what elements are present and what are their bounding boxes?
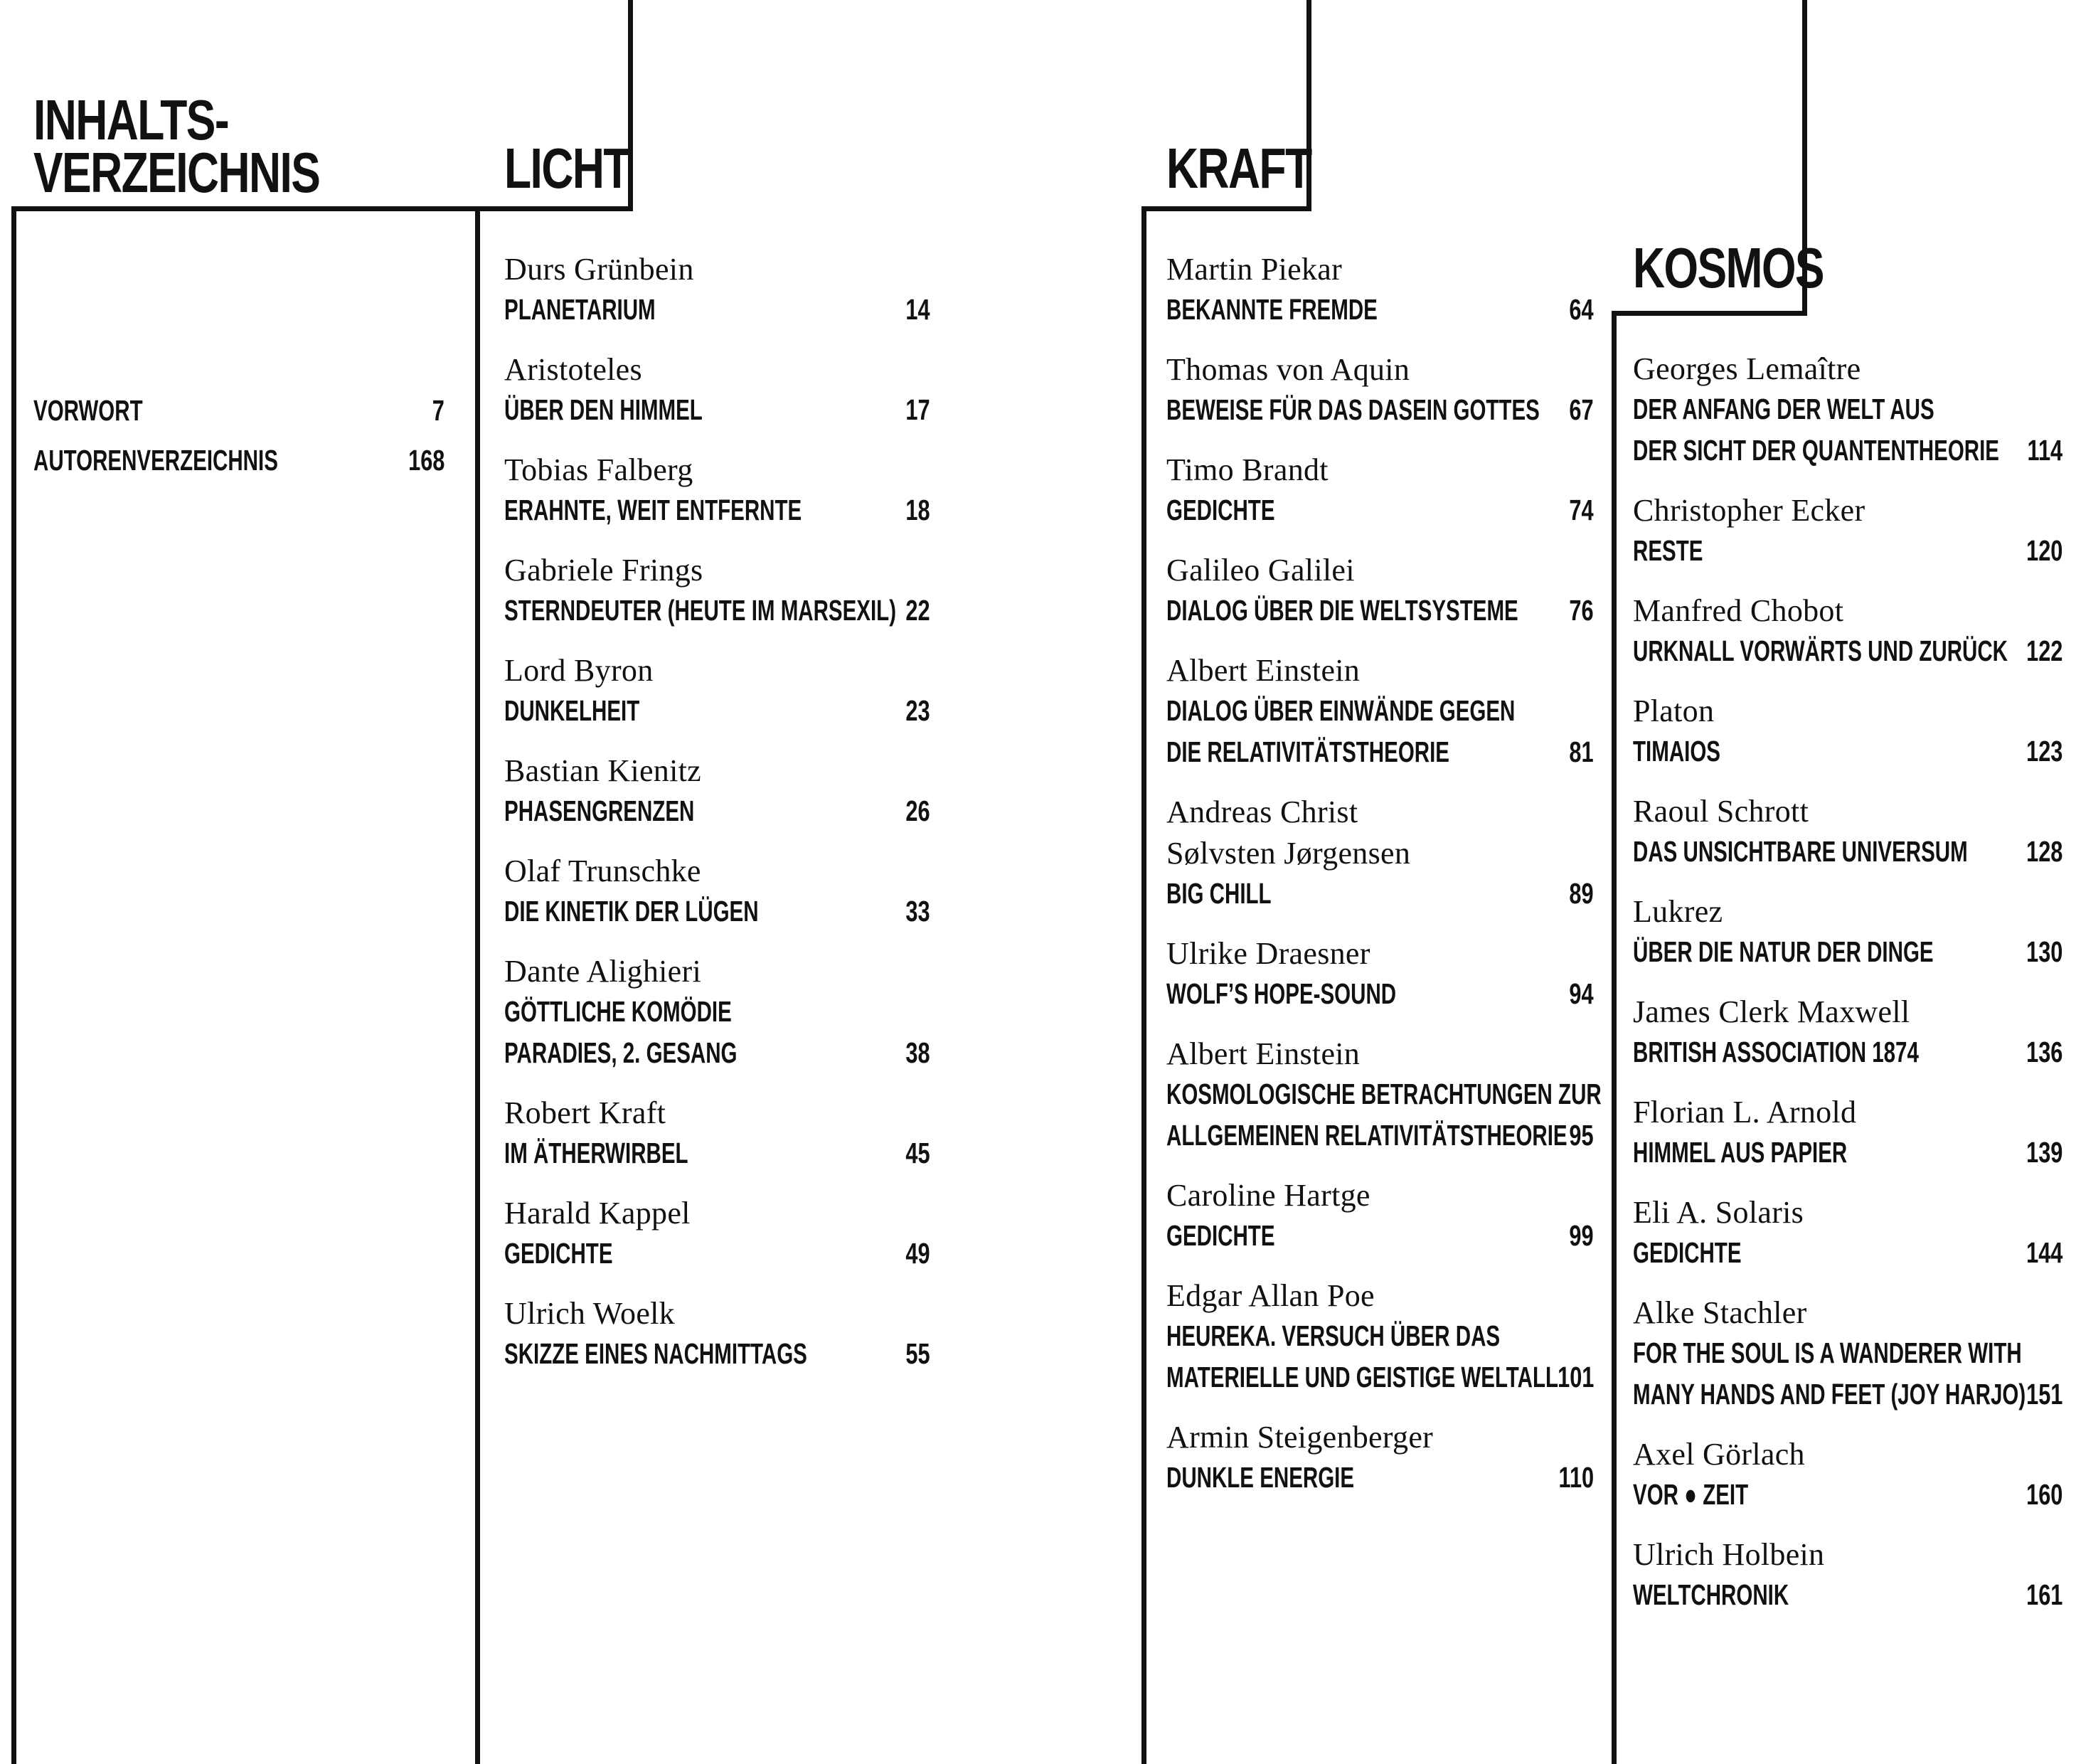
entry-page-number: 161 bbox=[2026, 1578, 2062, 1611]
entry-author: Harald Kappel bbox=[504, 1196, 691, 1231]
entry-page-number: 99 bbox=[1569, 1219, 1594, 1252]
entry-author: Gabriele Frings bbox=[504, 553, 703, 588]
page-title bbox=[33, 88, 320, 204]
entry-title: DIALOG ÜBER EINWÄNDE GEGEN bbox=[1166, 694, 1516, 727]
entry-author: Florian L. Arnold bbox=[1633, 1095, 1857, 1130]
entry-title: DER ANFANG DER WELT AUS bbox=[1633, 393, 1934, 425]
entry-title-line bbox=[1166, 1457, 1594, 1498]
entry-title: BEKANNTE FREMDE bbox=[1166, 293, 1378, 326]
entry-page-number: 151 bbox=[2026, 1378, 2062, 1410]
frame-line-kraft-left bbox=[1141, 206, 1146, 1764]
page-title-line2: VERZEICHNIS bbox=[33, 141, 320, 204]
toc-entry[interactable] bbox=[504, 752, 930, 852]
section-title-kraft: KRAFT bbox=[1166, 137, 1311, 200]
entry-author: Lukrez bbox=[1633, 894, 1723, 929]
entry-author: Christopher Ecker bbox=[1633, 493, 1865, 528]
entry-title-line bbox=[1166, 289, 1594, 330]
entry-title-line bbox=[504, 1233, 930, 1274]
entry-author: Sølvsten Jørgensen bbox=[1166, 836, 1411, 871]
entry-title-line bbox=[1633, 730, 2062, 772]
entry-title: WELTCHRONIK bbox=[1633, 1578, 1789, 1611]
entry-title: URKNALL VORWÄRTS UND ZURÜCK bbox=[1633, 634, 2008, 667]
toc-entry[interactable] bbox=[1166, 1277, 1594, 1418]
toc-entry[interactable] bbox=[1166, 652, 1594, 793]
entry-page-number: 17 bbox=[905, 393, 930, 426]
entry-page-number: 130 bbox=[2026, 935, 2062, 968]
entry-title: DIE RELATIVITÄTSTHEORIE bbox=[1166, 735, 1449, 768]
entry-page-number: 120 bbox=[2026, 534, 2062, 567]
entry-page-number: 64 bbox=[1569, 293, 1594, 326]
entry-page-number: 110 bbox=[1558, 1461, 1594, 1494]
entry-author: Raoul Schrott bbox=[1633, 794, 1809, 829]
entry-title: SKIZZE EINES NACHMITTAGS bbox=[504, 1337, 807, 1370]
entry-title: PHASENGRENZEN bbox=[504, 795, 695, 827]
toc-entry[interactable] bbox=[1166, 250, 1594, 351]
entry-author: Timo Brandt bbox=[1166, 452, 1329, 487]
entry-page-number: 14 bbox=[905, 293, 930, 326]
entry-page-number: 123 bbox=[2026, 735, 2062, 767]
section-title-licht: LICHT bbox=[504, 137, 629, 200]
entry-author: Albert Einstein bbox=[1166, 1036, 1361, 1071]
toc-entry[interactable] bbox=[1633, 1093, 2062, 1194]
toc-entry[interactable] bbox=[504, 451, 930, 551]
toc-entry[interactable] bbox=[1633, 1435, 2062, 1536]
entry-title-line bbox=[1166, 690, 1594, 731]
entry-title: BRITISH ASSOCIATION 1874 bbox=[1633, 1036, 1919, 1068]
entry-author: Andreas Christ bbox=[1166, 795, 1358, 829]
entry-title-line bbox=[1166, 1073, 1602, 1115]
entry-title: PLANETARIUM bbox=[504, 293, 656, 326]
entry-title-line bbox=[1166, 590, 1594, 631]
entry-title-line bbox=[1166, 389, 1594, 430]
entry-title: DUNKLE ENERGIE bbox=[1166, 1461, 1355, 1494]
entry-title: DUNKELHEIT bbox=[504, 694, 640, 727]
entry-title-line bbox=[504, 1132, 930, 1174]
entry-page-number: 144 bbox=[2026, 1236, 2062, 1269]
entry-page-number: 81 bbox=[1569, 735, 1594, 768]
entry-page-number: 55 bbox=[905, 1337, 930, 1370]
entry-title-line bbox=[504, 289, 930, 330]
entry-title-line bbox=[504, 991, 930, 1032]
entry-page-number: 23 bbox=[905, 694, 930, 727]
toc-entry[interactable] bbox=[1633, 692, 2062, 792]
entry-page-number: 139 bbox=[2026, 1136, 2062, 1169]
entry-author: Durs Grünbein bbox=[504, 252, 694, 287]
entry-page-number: 26 bbox=[905, 795, 930, 827]
entry-page-number: 89 bbox=[1569, 877, 1594, 910]
entry-title: RESTE bbox=[1633, 534, 1703, 567]
entry-title-line bbox=[1166, 873, 1594, 914]
entry-title-line bbox=[504, 690, 930, 731]
toc-entry[interactable] bbox=[1166, 793, 1594, 935]
entry-title: FOR THE SOUL IS A WANDERER WITH bbox=[1633, 1337, 2022, 1369]
toc-entry[interactable] bbox=[504, 652, 930, 752]
entry-title-line bbox=[504, 389, 930, 430]
entry-page-number: 76 bbox=[1569, 594, 1594, 627]
entry-title: GEDICHTE bbox=[1633, 1236, 1742, 1269]
entry-page-number: 33 bbox=[905, 895, 930, 928]
entry-title-line bbox=[504, 891, 930, 932]
entry-page-number: 122 bbox=[2026, 634, 2062, 667]
entry-author: Tobias Falberg bbox=[504, 452, 693, 487]
toc-entry[interactable] bbox=[504, 952, 930, 1094]
toc-entry[interactable] bbox=[1166, 1176, 1594, 1277]
toc-item-autorenverzeichnis[interactable] bbox=[33, 440, 445, 489]
entry-title: HIMMEL AUS PAPIER bbox=[1633, 1136, 1848, 1169]
entry-author: Ulrich Holbein bbox=[1633, 1537, 1825, 1572]
entry-title-line bbox=[1633, 1031, 2062, 1073]
toc-entry[interactable] bbox=[504, 351, 930, 451]
toc-item-vorwort[interactable] bbox=[33, 390, 445, 440]
entry-page-number: 128 bbox=[2026, 835, 2062, 868]
toc-entry[interactable] bbox=[1633, 350, 2062, 492]
entry-title: MATERIELLE UND GEISTIGE WELTALL bbox=[1166, 1361, 1559, 1393]
entry-page-number: 74 bbox=[1569, 494, 1594, 526]
entry-title: BEWEISE FÜR DAS DASEIN GOTTES bbox=[1166, 393, 1540, 426]
toc-item-title: AUTORENVERZEICHNIS bbox=[33, 444, 278, 477]
entry-author: Alke Stachler bbox=[1633, 1295, 1807, 1330]
frame-line-kosmos-top bbox=[1612, 311, 1807, 316]
entry-title-line bbox=[504, 1333, 930, 1374]
entry-title-line bbox=[504, 590, 930, 631]
entry-title-line bbox=[1166, 731, 1594, 772]
entry-title: ÜBER DIE NATUR DER DINGE bbox=[1633, 935, 1934, 968]
entry-title: PARADIES, 2. GESANG bbox=[504, 1036, 738, 1069]
toc-entry[interactable] bbox=[504, 250, 930, 351]
entry-title-line bbox=[1633, 1232, 2062, 1273]
entry-title-line bbox=[1633, 530, 2062, 571]
entry-author: Manfred Chobot bbox=[1633, 593, 1844, 628]
toc-entry[interactable] bbox=[1166, 451, 1594, 551]
entry-title-line bbox=[1633, 1474, 2062, 1515]
toc-entry[interactable] bbox=[1166, 1035, 1602, 1176]
entry-title: VOR ● ZEIT bbox=[1633, 1478, 1749, 1511]
entry-title: IM ÄTHERWIRBEL bbox=[504, 1137, 688, 1169]
entry-title: ERAHNTE, WEIT ENTFERNTE bbox=[504, 494, 802, 526]
toc-entry[interactable] bbox=[504, 852, 930, 952]
entry-author: Ulrike Draesner bbox=[1166, 936, 1370, 971]
toc-entry[interactable] bbox=[1633, 1536, 2062, 1636]
entry-title: TIMAIOS bbox=[1633, 735, 1720, 767]
toc-entry[interactable] bbox=[1633, 592, 2062, 692]
entry-author: Robert Kraft bbox=[504, 1095, 666, 1130]
entry-author: Armin Steigenberger bbox=[1166, 1420, 1434, 1455]
entry-page-number: 114 bbox=[2027, 434, 2062, 467]
frame-line-toc-top bbox=[11, 206, 633, 211]
entry-page-number: 38 bbox=[905, 1036, 930, 1069]
entry-page-number: 136 bbox=[2026, 1036, 2062, 1068]
entry-title-line bbox=[1633, 1574, 2062, 1615]
entry-title-line bbox=[1633, 388, 2062, 430]
entry-author: Galileo Galilei bbox=[1166, 553, 1355, 588]
entry-title: ALLGEMEINEN RELATIVITÄTSTHEORIE bbox=[1166, 1119, 1567, 1152]
entry-author: Martin Piekar bbox=[1166, 252, 1343, 287]
toc-entry[interactable] bbox=[1166, 935, 1594, 1035]
entry-author: Dante Alighieri bbox=[504, 954, 701, 989]
entry-page-number: 101 bbox=[1557, 1361, 1594, 1393]
section-title-kosmos: KOSMOS bbox=[1633, 236, 1824, 299]
entry-page-number: 49 bbox=[905, 1237, 930, 1270]
frame-line-kraft-top bbox=[1141, 206, 1311, 211]
entry-title: ÜBER DEN HIMMEL bbox=[504, 393, 703, 426]
entry-author: Thomas von Aquin bbox=[1166, 352, 1410, 387]
entry-title: GÖTTLICHE KOMÖDIE bbox=[504, 995, 732, 1028]
toc-item-title: VORWORT bbox=[33, 394, 143, 427]
entry-title-line bbox=[1633, 630, 2062, 671]
entry-title: DIALOG ÜBER DIE WELTSYSTEME bbox=[1166, 594, 1518, 627]
toc-front-matter bbox=[33, 390, 445, 489]
toc-entry[interactable] bbox=[1166, 1418, 1594, 1519]
entry-author: Ulrich Woelk bbox=[504, 1296, 675, 1331]
toc-entry[interactable] bbox=[504, 1194, 930, 1295]
entry-title-line bbox=[1166, 1115, 1594, 1156]
entry-title-line bbox=[1166, 1315, 1594, 1356]
toc-entry[interactable] bbox=[1633, 1294, 2062, 1435]
entry-title: DER SICHT DER QUANTENTHEORIE bbox=[1633, 434, 1999, 467]
entry-title-line bbox=[504, 489, 930, 531]
toc-entry[interactable] bbox=[1633, 492, 2062, 592]
entry-page-number: 45 bbox=[905, 1137, 930, 1169]
entry-page-number: 22 bbox=[905, 594, 930, 627]
entry-title-line bbox=[504, 790, 930, 831]
entry-title-line bbox=[1633, 831, 2062, 872]
entry-title: BIG CHILL bbox=[1166, 877, 1272, 910]
entry-title-line bbox=[1633, 1332, 2062, 1374]
entry-title-line bbox=[1633, 430, 2062, 471]
entry-author: Edgar Allan Poe bbox=[1166, 1278, 1375, 1313]
section-kosmos-list bbox=[1633, 350, 2062, 1636]
entry-author: Platon bbox=[1633, 694, 1715, 728]
toc-entry[interactable] bbox=[1166, 351, 1594, 451]
entry-page-number: 18 bbox=[905, 494, 930, 526]
toc-entry[interactable] bbox=[1166, 551, 1594, 652]
toc-entry[interactable] bbox=[1633, 1194, 2062, 1294]
entry-title: GEDICHTE bbox=[504, 1237, 613, 1270]
entry-author: Olaf Trunschke bbox=[504, 854, 701, 888]
entry-title-line bbox=[1166, 489, 1594, 531]
entry-author: Caroline Hartge bbox=[1166, 1178, 1370, 1213]
entry-title: GEDICHTE bbox=[1166, 1219, 1275, 1252]
entry-title: GEDICHTE bbox=[1166, 494, 1275, 526]
entry-author: James Clerk Maxwell bbox=[1633, 994, 1910, 1029]
toc-entry[interactable] bbox=[504, 1295, 930, 1395]
entry-title-line bbox=[504, 1032, 930, 1073]
frame-line-licht-left bbox=[475, 206, 480, 1764]
entry-page-number: 94 bbox=[1569, 977, 1594, 1010]
entry-author: Albert Einstein bbox=[1166, 653, 1361, 688]
toc-entry[interactable] bbox=[504, 551, 930, 652]
entry-page-number: 160 bbox=[2026, 1478, 2062, 1511]
toc-entry[interactable] bbox=[1633, 792, 2062, 893]
toc-entry[interactable] bbox=[504, 1094, 930, 1194]
entry-title-line bbox=[1166, 1215, 1594, 1256]
section-licht-list bbox=[504, 250, 930, 1395]
entry-author: Georges Lemaître bbox=[1633, 351, 1861, 386]
entry-title-line bbox=[1633, 1374, 2062, 1415]
entry-title: KOSMOLOGISCHE BETRACHTUNGEN ZUR bbox=[1166, 1078, 1602, 1110]
entry-page-number: 95 bbox=[1569, 1119, 1594, 1152]
entry-author: Lord Byron bbox=[504, 653, 654, 688]
entry-title: STERNDEUTER (HEUTE IM MARSEXIL) bbox=[504, 594, 897, 627]
entry-title-line bbox=[1633, 1132, 2062, 1173]
toc-item-page: 168 bbox=[408, 444, 445, 477]
entry-author: Bastian Kienitz bbox=[504, 753, 701, 788]
frame-line-kosmos-left bbox=[1612, 311, 1617, 1764]
entry-author: Axel Görlach bbox=[1633, 1437, 1805, 1472]
toc-entry[interactable] bbox=[1633, 893, 2062, 993]
entry-page-number: 67 bbox=[1569, 393, 1594, 426]
toc-entry[interactable] bbox=[1633, 993, 2062, 1093]
entry-title: HEUREKA. VERSUCH ÜBER DAS bbox=[1166, 1319, 1501, 1352]
toc-item-page: 7 bbox=[432, 394, 445, 427]
entry-title-line bbox=[1633, 931, 2062, 972]
entry-title: DIE KINETIK DER LÜGEN bbox=[504, 895, 759, 928]
entry-title-line bbox=[1166, 973, 1594, 1014]
entry-author: Eli A. Solaris bbox=[1633, 1195, 1804, 1230]
section-kraft-list bbox=[1166, 250, 1602, 1519]
entry-title-line bbox=[1166, 1356, 1594, 1398]
entry-author: Aristoteles bbox=[504, 352, 642, 387]
entry-title: DAS UNSICHTBARE UNIVERSUM bbox=[1633, 835, 1968, 868]
entry-title: WOLF’S HOPE-SOUND bbox=[1166, 977, 1397, 1010]
frame-line-toc-left bbox=[11, 206, 16, 1764]
page-title-line1: INHALTS- bbox=[33, 88, 229, 152]
entry-title: MANY HANDS AND FEET (JOY HARJO) bbox=[1633, 1378, 2026, 1410]
